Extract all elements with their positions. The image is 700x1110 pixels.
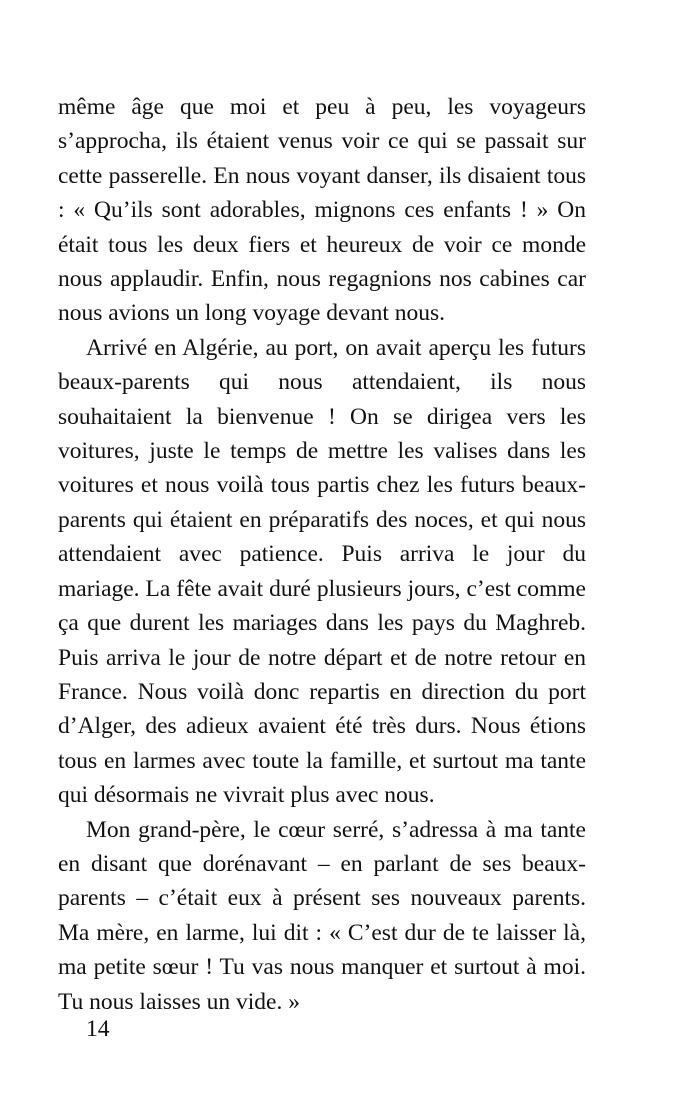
page-body (58, 90, 586, 1019)
paragraph-arrival-algeria: Arrivé en Algérie, au port, on avait aperçu les futurs beaux-parents qui nous attendaient, ils nous souhaitaient la bienvenue ! On se dirigea vers les voitures, juste le temps de mettre les valises dans les voitures et nous voilà tous partis chez les futurs beaux-parents qui étaient en préparatifs des noces, et qui nous attendaient avec patience. Puis arriva le jour du mariage. La fête avait duré plusieurs jours, c’est comme ça que durent les mariages dans les pays du Maghreb. Puis arriva le jour de notre départ et de notre retour en France. Nous voilà donc repartis en direction du port d’Alger, des adieux avaient été très durs. Nous étions tous en larmes avec toute la famille, et surtout ma tante qui désormais ne vivrait plus avec nous. (58, 334, 586, 809)
paragraph-continuation: même âge que moi et peu à peu, les voyageurs s’approcha, ils étaient venus voir ce qui se passait sur cette passerelle. En nous voyant danser, ils disaient tous : « Qu’ils sont adorables, mignons ces enfants ! » On était tous les deux fiers et heureux de voir ce monde nous applaudir. Enfin, nous regagnions nos cabines car nous avions un long voyage devant nous. (58, 94, 586, 327)
paragraph-grandfather: Mon grand-père, le cœur serré, s’adressa à ma tante en disant que dorénavant – en parlant de ses beaux-parents – c’était eux à présent ses nouveaux parents. Ma mère, en larme, lui dit : « C’est dur de te laisser là, ma petite sœur ! Tu vas nous manquer et surtout à moi. Tu nous laisses un vide. » (58, 816, 586, 1015)
page-number: 14 (86, 1016, 110, 1042)
